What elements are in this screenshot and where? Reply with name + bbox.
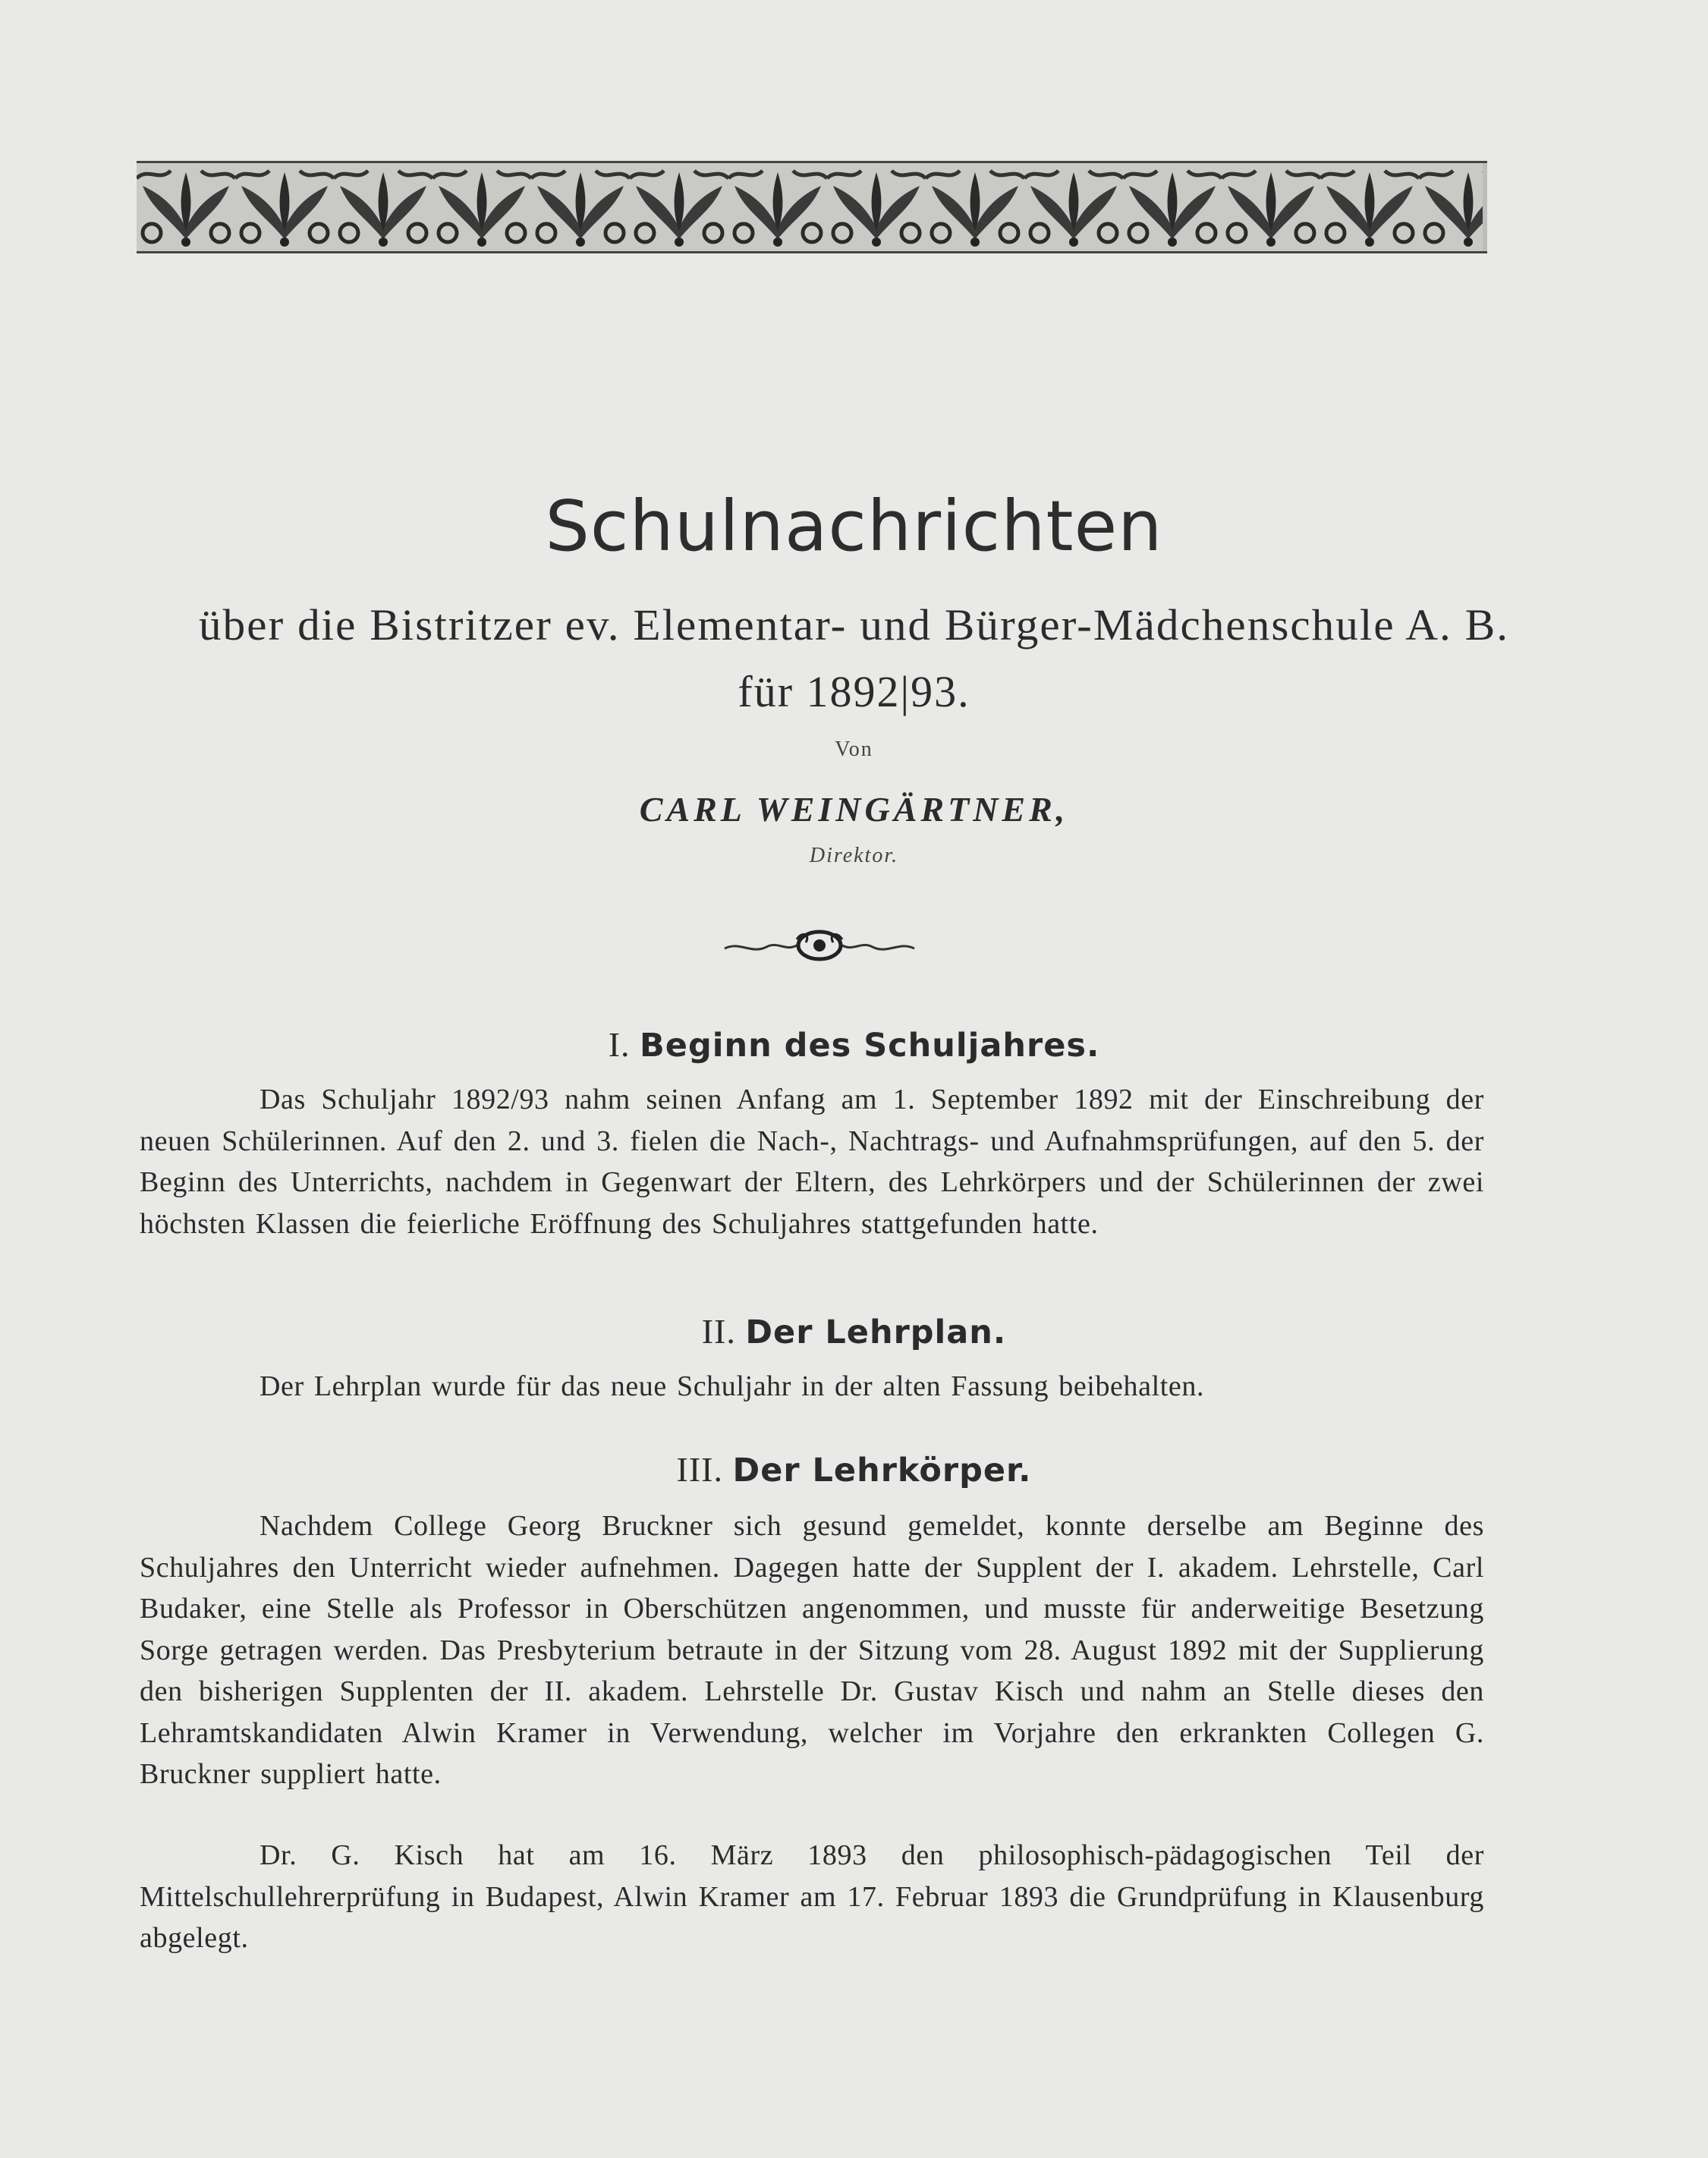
paragraph-text: Nachdem College Georg Bruckner sich gesund gemeldet, konnte derselbe am Beginne des Schuljahres den Unterricht wieder aufnehmen. Dagegen hatte der Supplent der I. akadem. Lehrstelle, Carl Budaker, eine Stelle als Professor in Oberschützen angenommen, und musste für anderweitige Besetzung Sorge getragen werden. Das Presbyterium betraute in der Sitzung vom 28. August 1892 mit der Supplierung den bisherigen Supplenten der II. akadem. Lehrstelle Dr. Gustav Kisch und nahm an Stelle dieses den Lehramtskandidaten Alwin Kramer in Verwendung, welcher im Vorjahre den erkrankten Collegen G. Bruckner suppliert hatte.	[140, 1510, 1484, 1790]
school-year: für 1892|93.	[738, 667, 970, 716]
paragraph-text: Das Schuljahr 1892/93 nahm seinen Anfang am 1. September 1892 mit der Einschreibung der neuen Schülerinnen. Auf den 2. und 3. fielen die Nach-, Nachtrags- und Aufnahmsprüfungen, auf den 5. der Beginn des Unterrichts, nachdem in Gegenwart der Eltern, des Lehrkörpers und der Schülerinnen der zwei höchsten Klassen die feierliche Eröffnung des Schuljahres stattgefunden hatte.	[140, 1084, 1484, 1240]
section-heading-3	[0, 1449, 1708, 1490]
paragraph-text: Der Lehrplan wurde für das neue Schuljahr in der alten Fassung beibehalten.	[260, 1370, 1205, 1402]
section-title: Beginn des Schuljahres.	[640, 1027, 1100, 1065]
section-number: I.	[608, 1025, 631, 1064]
ornamental-header-band	[137, 161, 1487, 253]
section-3-paragraph-2	[140, 1835, 1484, 1959]
floral-ornament-icon	[137, 163, 1483, 251]
document-subtitle: über die Bistritzer ev. Elementar- und Bürger-Mädchenschule A. B.	[198, 600, 1510, 650]
section-heading-1	[0, 1024, 1708, 1065]
section-title: Der Lehrkörper.	[732, 1452, 1032, 1490]
by-label: Von	[835, 738, 873, 761]
document-title: Schulnachrichten	[545, 486, 1163, 567]
section-number: III.	[676, 1450, 723, 1489]
author-role: Direktor.	[809, 844, 899, 867]
section-heading-2	[0, 1311, 1708, 1351]
author-name: CARL WEINGÄRTNER,	[639, 790, 1069, 829]
section-number: II.	[701, 1312, 736, 1351]
section-3-paragraph-1	[140, 1505, 1484, 1795]
vignette-ornament-icon	[721, 924, 918, 967]
section-2-paragraph	[140, 1366, 1484, 1408]
section-title: Der Lehrplan.	[745, 1313, 1007, 1351]
paragraph-text: Dr. G. Kisch hat am 16. März 1893 den philosophisch-pädagogischen Teil der Mittelschullehrerprüfung in Budapest, Alwin Kramer am 17. Februar 1893 die Grundprüfung in Klausenburg abgelegt.	[140, 1839, 1484, 1954]
section-1-paragraph	[140, 1079, 1484, 1244]
